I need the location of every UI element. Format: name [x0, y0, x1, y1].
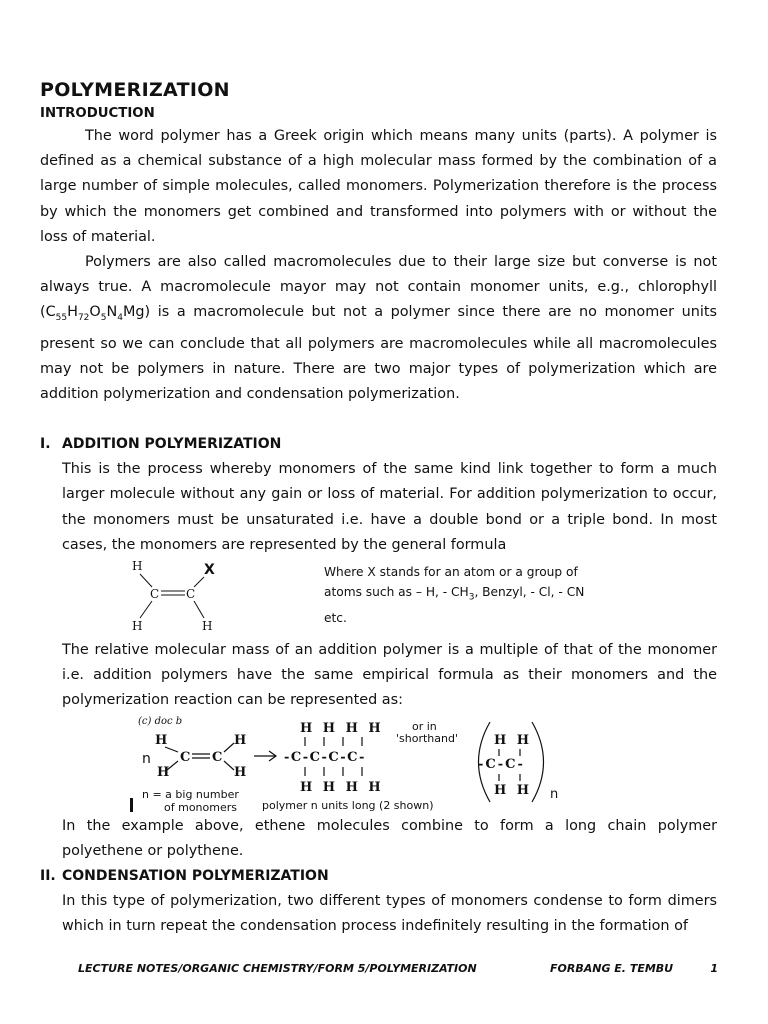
atom-h-bottom-right: H [202, 618, 213, 633]
atom-c-right: C [186, 586, 196, 601]
n-label-line-2: of monomers [164, 800, 237, 814]
monomer-note [324, 562, 594, 629]
ethene-h-2: H [234, 732, 247, 748]
note-sub-3: 3 [468, 592, 475, 603]
bond-top-left [140, 574, 152, 587]
section-1-paragraph-3: In the example above, ethene molecules combine to form a long chain polymer polyethene or polythene. [62, 817, 717, 859]
polymer-chain: -C-C-C-C- [284, 749, 366, 765]
section-1-title: ADDITION POLYMERIZATION [62, 436, 282, 453]
ethene-c-1: C [180, 749, 191, 765]
sub-5: 5 [100, 313, 107, 324]
ethene-bond-4 [224, 761, 234, 770]
atom-x: X [204, 561, 215, 578]
section-1-paragraph-1: This is the process whereby monomers of the same kind link together to form a much larger molecule without any gain or loss of material. For addition polymerization to occur, the monomers must be unsaturated i.e. have a double bond or a triple bond. In most cases, the monomers are represented by the general formula [62, 461, 717, 553]
diagram-credit: (c) doc b [138, 715, 183, 727]
ethene-h-4: H [234, 764, 247, 780]
n-label-line-1: n = a big number [142, 787, 239, 801]
sub-72: 72 [77, 313, 90, 324]
polymer-h-row-top: H H H H [300, 720, 384, 736]
note-text-a: Where X stands for an atom or a group of atoms such as – H, - CH [324, 564, 578, 600]
para2-o: O [89, 304, 101, 321]
footer-author: FORBANG E. TEMBU [550, 962, 674, 975]
note-text-b: , Benzyl, - Cl, - CN etc. [324, 585, 585, 626]
ethene-h-1: H [155, 732, 168, 748]
intro-paragraph-1: The word polymer has a Greek origin which means many units (parts). A polymer is defined as a chemical substance of a high molecular mass formed by the combination of a large number of simple molecules, called monomers. Polymerization therefore is the process by which the monomers get combined and transformed into polymers with or without the loss of material. [40, 128, 717, 245]
bond-top-right [194, 577, 204, 587]
section-2-number: II. [40, 867, 56, 884]
para2-text-a: Polymers are also called macromolecules due to their large size but converse is not always true. A macromolecule mayor may not contain monomer units, e.g., chlorophyll (C [40, 254, 717, 321]
or-in-label: or in [412, 719, 437, 733]
section-1-heading [40, 432, 717, 457]
para2-text-b: Mg) is a macromolecule but not a polymer since there are no monomer units present so we can conclude that all polymers are macromolecules while all macromolecules may not be polymers in nature. There are two major types of polymerization which are addition polymerization and condensation polymerization. [40, 304, 717, 402]
shorthand-h-bottom: H H [494, 782, 533, 798]
atom-c-left: C [150, 586, 160, 601]
atom-h-bottom-left: H [132, 618, 143, 633]
bond-bottom-left [140, 601, 152, 618]
cursor-bar [130, 798, 133, 812]
section-2-title: CONDENSATION POLYMERIZATION [62, 867, 329, 884]
polymer-label: polymer n units long (2 shown) [262, 798, 434, 812]
ethene-h-3: H [157, 764, 170, 780]
ethene-bond-1 [165, 747, 178, 752]
sub-55: 55 [55, 313, 68, 324]
shorthand-h-top: H H [494, 732, 533, 748]
right-parenthesis [532, 722, 544, 802]
shorthand-label: 'shorthand' [396, 731, 458, 745]
section-2-heading [40, 864, 717, 889]
document-page [40, 78, 717, 939]
repeat-unit-n: n [550, 786, 559, 802]
section-1-number: I. [40, 436, 51, 453]
monomer-structure-diagram [132, 558, 252, 638]
footer-course-path: LECTURE NOTES/ORGANIC CHEMISTRY/FORM 5/POLYMERIZATION [78, 962, 477, 975]
para2-n: N [106, 304, 118, 321]
polymer-h-row-bottom: H H H H [300, 779, 384, 795]
intro-paragraph-2 [40, 250, 717, 407]
ethene-c-2: C [212, 749, 223, 765]
footer-page-number: 1 [710, 962, 718, 975]
section-1-paragraph-2: The relative molecular mass of an addition polymer is a multiple of that of the monomer i.e. addition polymers have the same empirical formula as their monomers and the polymerization reaction can be represented as: [62, 641, 717, 709]
intro-heading: INTRODUCTION [40, 106, 155, 121]
section-2-paragraph-1: In this type of polymerization, two different types of monomers condense to form dimers which in turn repeat the condensation process indefinitely resulting in the formation of [62, 892, 717, 935]
coefficient-n: n [142, 750, 151, 767]
sub-4: 4 [117, 313, 123, 324]
document-title: POLYMERIZATION [40, 79, 230, 101]
para2-h: H [67, 304, 78, 321]
monomer-general-formula-figure [62, 558, 717, 638]
ethene-bond-2 [224, 743, 234, 752]
shorthand-chain: -C-C- [478, 756, 525, 772]
polymerization-reaction-diagram [62, 714, 622, 814]
bond-bottom-right [194, 601, 204, 618]
atom-h-top-left: H [132, 558, 143, 573]
polymerization-reaction-figure [62, 714, 717, 814]
